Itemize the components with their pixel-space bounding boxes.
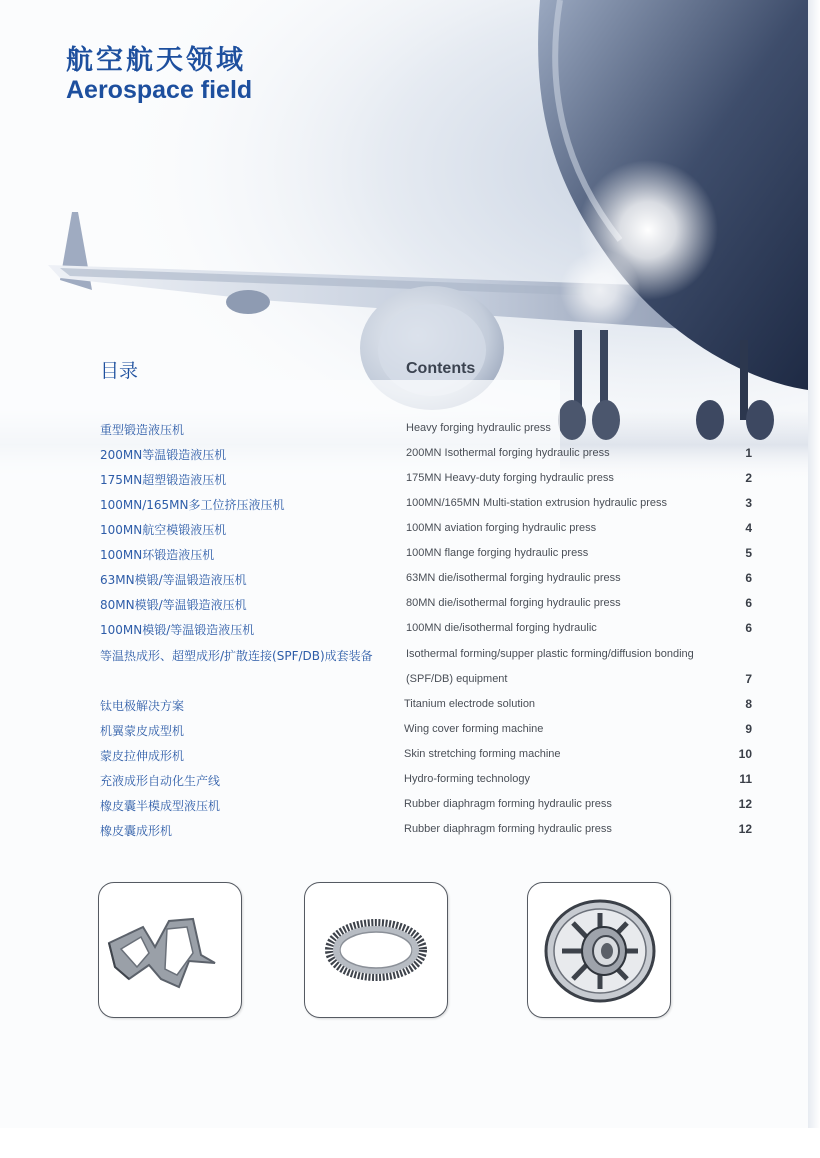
toc-entry[interactable] [0, 621, 808, 646]
forged-frame-part-icon [99, 883, 241, 1017]
toc-page-number: 6 [745, 621, 752, 635]
contents-heading-chinese: 目录 [100, 360, 139, 382]
toc-entry-chinese: 63MN模锻/等温锻造液压机 [100, 573, 247, 587]
title-english: Aerospace field [66, 76, 253, 104]
toc-entry[interactable] [0, 697, 808, 722]
toc-entry[interactable] [0, 772, 808, 797]
toc-page-number: 10 [738, 747, 752, 761]
toc-entry-english: 100MN/165MN Multi-station extrusion hydraulic press [406, 497, 668, 509]
toc-page-number: 6 [745, 571, 752, 585]
toc-entry-english: (SPF/DB) equipment [406, 673, 508, 685]
toc-page-number: 8 [745, 697, 752, 711]
toc-entry-chinese: 重型锻造液压机 [100, 423, 185, 437]
toc-entry-english: 175MN Heavy-duty forging hydraulic press [406, 472, 614, 484]
toc-entry[interactable] [0, 546, 808, 571]
page-bottom-margin [0, 1128, 820, 1158]
thumbnail-gear-ring[interactable] [304, 882, 448, 1018]
toc-entry-english: Titanium electrode solution [404, 698, 536, 710]
toc-page-number: 6 [745, 596, 752, 610]
toc-entry-english: Rubber diaphragm forming hydraulic press [404, 798, 612, 810]
toc-entry-chinese: 175MN超塑锻造液压机 [100, 473, 227, 487]
gear-ring-icon [305, 883, 447, 1017]
toc-entry[interactable] [0, 647, 808, 672]
toc-entry[interactable] [0, 521, 808, 546]
toc-entry-chinese: 100MN/165MN多工位挤压液压机 [100, 498, 285, 512]
toc-entry[interactable] [0, 747, 808, 772]
toc-entry-chinese: 100MN航空模锻液压机 [100, 523, 227, 537]
thumbnail-frame-part[interactable] [98, 882, 242, 1018]
toc-entry-english: Hydro-forming technology [404, 773, 530, 785]
toc-entry-english: 63MN die/isothermal forging hydraulic press [406, 572, 621, 584]
toc-entry-chinese: 等温热成形、超塑成形/扩散连接(SPF/DB)成套装备 [100, 649, 373, 663]
toc-entry-chinese: 充液成形自动化生产线 [100, 774, 221, 788]
toc-entry[interactable] [0, 471, 808, 496]
toc-entry-english: 100MN flange forging hydraulic press [406, 547, 589, 559]
toc-page-number: 9 [745, 722, 752, 736]
toc-entry-chinese: 200MN等温锻造液压机 [100, 448, 227, 462]
toc-entry-english: 100MN die/isothermal forging hydraulic [406, 622, 597, 634]
toc-entry-english: Heavy forging hydraulic press [406, 422, 551, 434]
toc-entry[interactable] [0, 571, 808, 596]
page-edge-shadow [808, 0, 820, 1128]
toc-entry-chinese: 钛电极解决方案 [100, 699, 185, 713]
toc-page-number: 2 [745, 471, 752, 485]
toc-entry-chinese: 蒙皮拉伸成形机 [100, 749, 185, 763]
toc-entry-chinese: 橡皮囊成形机 [100, 824, 173, 838]
thumbnail-wheel-hub[interactable] [527, 882, 671, 1018]
toc-page-number: 7 [745, 672, 752, 686]
toc-entry-english: Wing cover forming machine [404, 723, 544, 735]
toc-entry[interactable] [0, 596, 808, 621]
toc-entry-chinese: 80MN模锻/等温锻造液压机 [100, 598, 247, 612]
toc-entry-english: Skin stretching forming machine [404, 748, 561, 760]
toc-entry-chinese: 100MN模锻/等温锻造液压机 [100, 623, 255, 637]
toc-page-number: 1 [745, 446, 752, 460]
toc-entry-english: 100MN aviation forging hydraulic press [406, 522, 597, 534]
toc-page-number: 12 [738, 822, 752, 836]
toc-page-number: 11 [739, 772, 752, 786]
toc-entry-english: 80MN die/isothermal forging hydraulic press [406, 597, 621, 609]
toc-entry[interactable] [0, 722, 808, 747]
toc-entry-english: Rubber diaphragm forming hydraulic press [404, 823, 612, 835]
toc-entry[interactable] [0, 421, 808, 446]
toc-entry[interactable] [0, 496, 808, 521]
toc-entry-chinese: 橡皮囊半模成型液压机 [100, 799, 221, 813]
toc-entry-chinese: 100MN环锻造液压机 [100, 548, 215, 562]
toc-entry-continued[interactable] [0, 672, 808, 697]
toc-entry[interactable] [0, 797, 808, 822]
toc-entry[interactable] [0, 822, 808, 847]
toc-entry[interactable] [0, 446, 808, 471]
toc-entry-chinese: 机翼蒙皮成型机 [100, 724, 185, 738]
toc-page-number: 3 [745, 496, 752, 510]
title-chinese: 航空航天领域 [66, 45, 246, 76]
toc-entry-english: 200MN Isothermal forging hydraulic press [406, 447, 610, 459]
toc-entry-english: Isothermal forming/supper plastic forming/diffusion bonding [406, 648, 694, 660]
toc-page-number: 12 [738, 797, 752, 811]
toc-page-number: 5 [745, 546, 752, 560]
toc-page-number: 4 [745, 521, 752, 535]
forged-wheel-hub-icon [528, 883, 670, 1017]
contents-heading-english: Contents [406, 360, 476, 377]
